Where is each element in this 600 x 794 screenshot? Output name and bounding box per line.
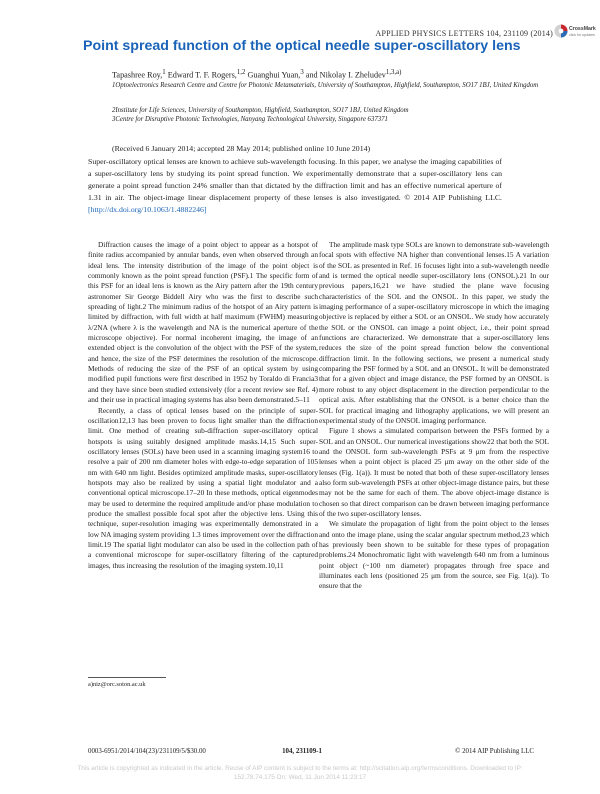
crossmark-sublabel: click for updates <box>569 33 595 37</box>
crossmark-label: CrossMark <box>569 26 596 32</box>
paragraph: Diffraction causes the image of a point object to appear as a hotspot of finite radius accompanied by annular bands, even when observed through an ideal lens. The intensity distribution of the image of the point object is commonly known as the point spread function (PSF).1 The specific form of this PSF for an ideal lens is known as the Airy pattern after the 19th century astronomer Sir George Biddell Airy who was the first to describe such spreading of light.2 The minimum radius of the hotspot of an Airy pattern is limited by diffraction, with full width at half maximum (FWHM) measuring λ/2NA (where λ is the wavelength and NA is the numerical aperture of the microscope objective). For normal incoherent imaging, the image of an extended object is the convolution of the object with the PSF of the system, and hence, the size of the PSF determines the resolution of the microscope. Methods of reducing the size of the PSF of an optical system by using modified pupil functions were first described in 1952 by Toraldo di Francia3 and they have since been studied extensively (for a recent review see Ref. 4) and their use in practical imaging systems has also been demonstrated.5–11 <box>88 240 318 405</box>
paragraph: The amplitude mask type SOLs are known to demonstrate sub-wavelength focal spots with effective NA higher than conventional lenses.15 A variation of the SOL as presented in Ref. 16 focuses light into a sub-wavelength needle and is termed the optical needle super-oscillatory lens (ONSOL).21 In our previous papers,16,21 we have studied the plane wave focusing characteristics of the SOL and the ONSOL. In this paper, we study the imaging performance of a super-oscillatory microscope in which the imaging objective is replaced by either a SOL or an ONSOL. We study how accurately the SOL or the ONSOL can image a point object, i.e., their point spread functions are characterized. We demonstrate that a super-oscillatory lens reduces the size of the point spread function below the conventional diffraction limit. In the following sections, we present a numerical study comparing the PSF formed by a SOL and an ONSOL. It will be demonstrated that for a given object and image distance, the PSF formed by an ONSOL is more robust to any object displacement in the direction perpendicular to the optical axis. After establishing that the ONSOL is a better choice than the SOL for practical imaging and lithography applications, we will present an experimental study of the ONSOL imaging performance. <box>319 240 549 425</box>
copyright-notice: © 2014 AIP Publishing LLC. <box>404 192 502 202</box>
body-column-right <box>319 240 549 592</box>
paragraph: We simulate the propagation of light from the point object to the lenses and onto the image plane, using the scalar angular spectrum method,23 which has previously been shown to be suitable for these types of propagation problems.24 Monochromatic light with wavelength 640 nm from a luminous point object (~100 nm diameter) propagates through free space and illuminates each lens (positioned 25 μm from the source, see Fig. 1(a)). To ensure that the <box>319 519 549 591</box>
body-column-left <box>88 240 318 571</box>
article-title: Point spread function of the optical needle super-oscillatory lens <box>83 38 521 54</box>
footer-copyright: © 2014 AIP Publishing LLC <box>455 748 534 755</box>
footer-page: 104, 231109-1 <box>282 748 322 755</box>
watermark-line: This article is copyrighted as indicated in the article. Reuse of AIP content is subject to the terms at: http://scitation.aip.org/termsconditions. Downloaded to IP: <box>77 765 523 772</box>
paragraph: Figure 1 shows a simulated comparison between the PSFs formed by a SOL and an ONSOL. Our numerical investigations show22 that both the SOL and the ONSOL form sub-wavelength PSFs at 9 μm from the respective lenses when a point object is placed 25 μm away on the other side of the lenses (Fig. 1(a)). It must be noted that both of these super-oscillatory lenses also form sub-wavelength PSFs at other object-image distance pairs, but these may not be the same for each of them. The above object-image distance is chosen so that direct comparison can be drawn between imaging performance of the two super-oscillatory lenses. <box>319 426 549 518</box>
abstract-text: Super-oscillatory optical lenses are known to achieve sub-wavelength focusing. In this paper, we analyse the imaging capabilities of a super-oscillatory lens by studying its point spread function. We experimentally demonstrate that a super-oscillatory lens can generate a point spread function 24% smaller than that dictated by the diffraction limit and has an effective numerical aperture of 1.31 in air. The object-image linear displacement property of these lenses is also investigated. <box>88 157 502 202</box>
footnote-divider <box>88 677 166 678</box>
watermark-line: 152.78.74.175 On: Wed, 11 Jun 2014 11:23:17 <box>233 773 367 781</box>
doi-link[interactable]: [http://dx.doi.org/10.1063/1.4882246] <box>88 204 207 214</box>
journal-header: APPLIED PHYSICS LETTERS 104, 231109 (2014) <box>375 29 553 38</box>
footnote-email[interactable]: a)niz@orc.soton.ac.uk <box>88 681 146 688</box>
paragraph: Recently, a class of optical lenses based on the principle of super-oscillation12,13 has been proven to focus light smaller than the diffraction limit. One method of creating sub-diffraction super-oscillatory optical hotspots is using suitably designed amplitude masks.14,15 Such super-oscillatory lenses (SOLs) have been used in a scanning imaging system16 to resolve a pair of 200 nm diameter holes with edge-to-edge separation of 105 nm with 640 nm light. Besides optimized amplitude masks, super-oscillatory hotspots may also be realized by using a spatial light modulator and a conventional optical microscope.17–20 In these methods, optical eigenmodes may be used to determine the required amplitude and/or phase modulation to produce the smallest possible focal spot after the objective lens. Using this technique, super-resolution imaging was experimentally demonstrated in a low NA imaging system providing 1.3 times improvement over the diffraction limit.19 The spatial light modulator can also be used in the collection path of a conventional microscope for super-oscillatory filtering of the captured images, thus increasing the resolution of the imaging system.10,11 <box>88 405 318 570</box>
crossmark-badge[interactable] <box>554 21 596 45</box>
affiliation-2: 2Institute for Life Sciences, University of Southampton, Highfield, Southampton, SO17 1BJ, United Kingdom <box>112 107 409 114</box>
download-watermark <box>0 765 600 782</box>
footer-issn: 0003-6951/2014/104(23)/231109/5/$30.00 <box>88 748 206 755</box>
affiliation-3: 3Centre for Disruptive Photonic Technologies, Nanyang Technological University, Singapore 637371 <box>112 116 388 123</box>
received-dates: (Received 6 January 2014; accepted 28 May 2014; published online 10 June 2014) <box>112 144 371 153</box>
author-list: Tapashree Roy,$^1$ Edward T. F. Rogers,$^{1,2}$ Guanghui Yuan,$^3$ and Nikolay I. Zheludev$^{1,3,a)}$ <box>112 69 402 80</box>
abstract <box>88 156 502 216</box>
affiliation-1: 1Optoelectronics Research Centre and Centre for Photonic Metamaterials, University of Southampton, Highfield, Southampton, SO17 1BJ, United Kingdom <box>112 82 539 89</box>
